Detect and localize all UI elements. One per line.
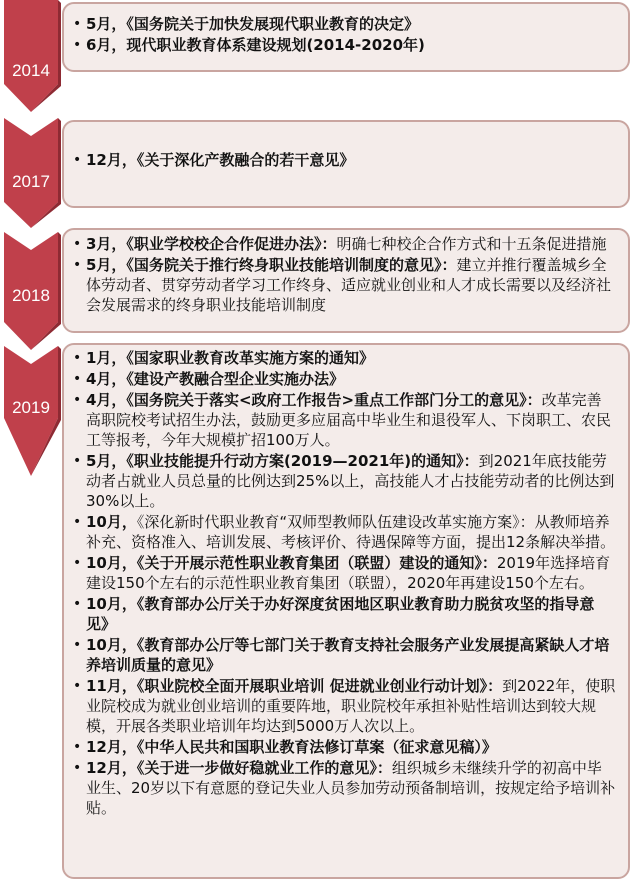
event-item: • 5月，《国务院关于加快发展现代职业教育的决定》 bbox=[72, 14, 616, 34]
event-item: • 11月，《职业院校全面开展职业培训 促进就业创业行动计划》：到2022年，使职业院校成为就业创业培训的重要阵地，职业院校年承担补贴性培训达到较大规模，开展各类职业培训年均达到5000万人次以上。 bbox=[72, 676, 616, 736]
events-box-2019 bbox=[62, 343, 630, 879]
event-item: • 6月，现代职业教育体系建设规划(2014-2020年) bbox=[72, 35, 616, 55]
events-box-2017 bbox=[62, 120, 630, 208]
event-item: • 12月，《中华人民共和国职业教育法修订草案（征求意见稿）》 bbox=[72, 737, 616, 757]
year-label: 2014 bbox=[12, 61, 50, 80]
year-label: 2018 bbox=[12, 286, 50, 305]
event-item: • 5月，《国务院关于推行终身职业技能培训制度的意见》：建立并推行覆盖城乡全体劳动者、贯穿劳动者学习工作终身、适应就业创业和人才成长需要以及经济社会发展需求的终身职业技能培训制度 bbox=[72, 255, 616, 315]
event-item: • 10月，《关于开展示范性职业教育集团（联盟）建设的通知》：2019年选择培育建设150个左右的示范性职业教育集团（联盟），2020年再建设150个左右。 bbox=[72, 553, 616, 593]
year-label: 2019 bbox=[12, 398, 50, 417]
event-item: • 1月，《国家职业教育改革实施方案的通知》 bbox=[72, 348, 616, 368]
event-item: • 10月，《教育部办公厅等七部门关于教育支持社会服务产业发展提高紧缺人才培养培训质量的意见》 bbox=[72, 635, 616, 675]
year-label: 2017 bbox=[12, 172, 50, 191]
events-box-2018 bbox=[62, 228, 630, 333]
event-item: • 10月，《教育部办公厅关于办好深度贫困地区职业教育助力脱贫攻坚的指导意见》 bbox=[72, 594, 616, 634]
event-item: • 10月，《深化新时代职业教育“双师型教师队伍建设改革实施方案》：从教师培养补充、资格准入、培训发展、考核评价、待遇保障等方面，提出12条解决举措。 bbox=[72, 512, 616, 552]
event-item: • 12月，《关于深化产教融合的若干意见》 bbox=[72, 150, 616, 170]
event-item: • 4月，《建设产教融合型企业实施办法》 bbox=[72, 369, 616, 389]
timeline-arrow-2014 bbox=[0, 0, 62, 112]
event-item: • 5月，《职业技能提升行动方案(2019—2021年)的通知》：到2021年底技能劳动者占就业人员总量的比例达到25%以上，高技能人才占技能劳动者的比例达到30%以上。 bbox=[72, 451, 616, 511]
event-item: • 3月，《职业学校校企合作促进办法》：明确七种校企合作方式和十五条促进措施 bbox=[72, 234, 616, 254]
event-item: • 12月，《关于进一步做好稳就业工作的意见》：组织城乡未继续升学的初高中毕业生、20岁以下有意愿的登记失业人员参加劳动预备制培训，按规定给予培训补贴。 bbox=[72, 758, 616, 818]
event-item: • 4月，《国务院关于落实<政府工作报告>重点工作部门分工的意见》：改革完善高职院校考试招生办法，鼓励更多应届高中毕业生和退役军人、下岗职工、农民工等报考，今年大规模扩招100万人。 bbox=[72, 390, 616, 450]
events-box-2014 bbox=[62, 2, 630, 72]
